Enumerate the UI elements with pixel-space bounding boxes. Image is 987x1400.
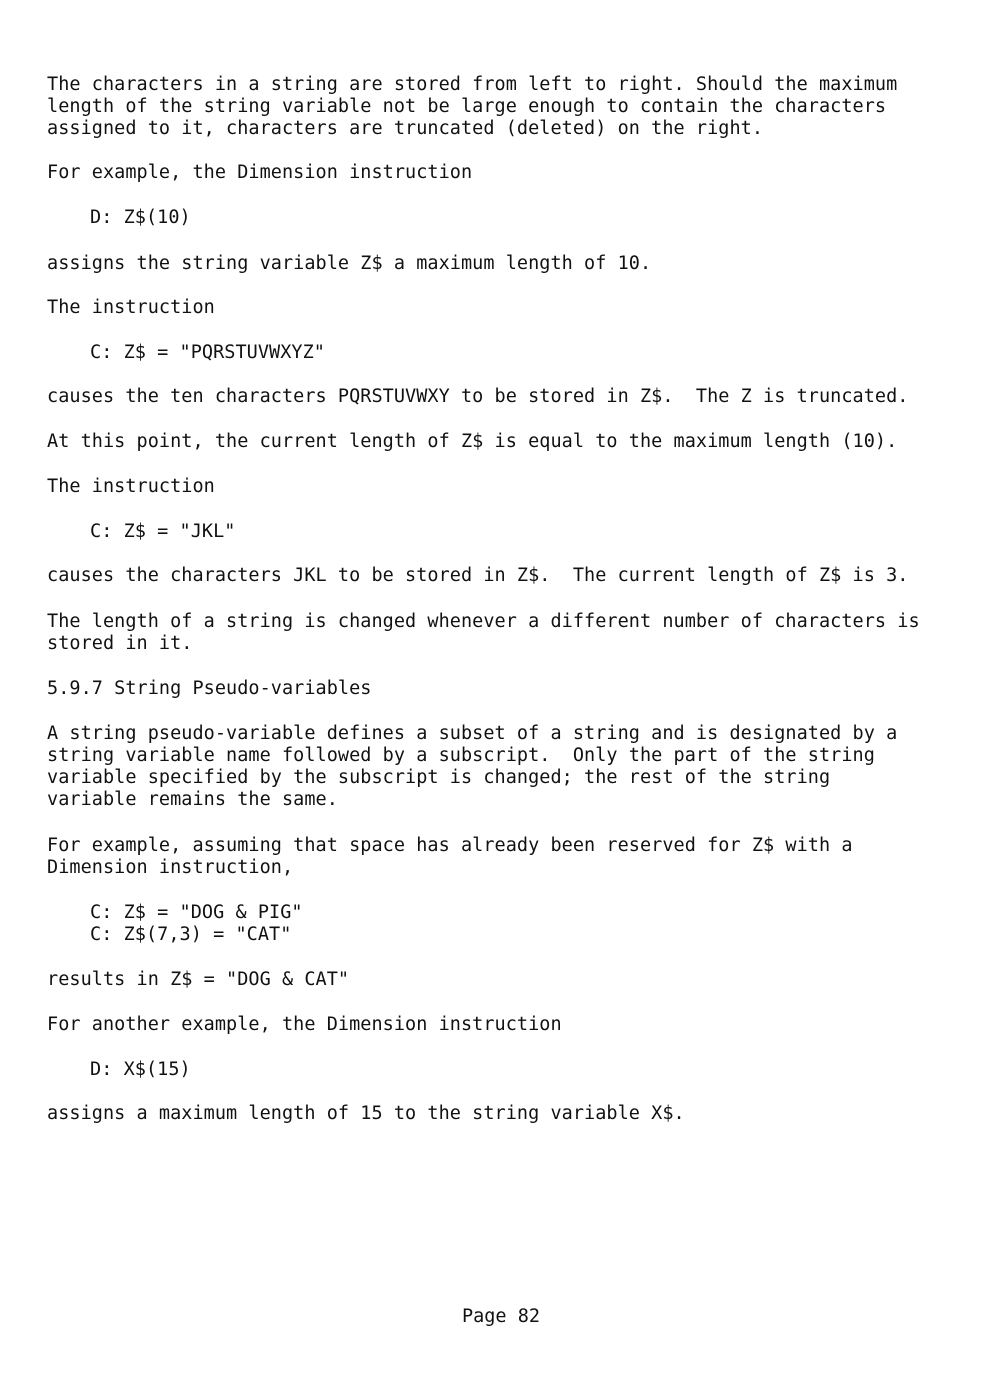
code-line: D: Z$(10) <box>90 207 191 228</box>
paragraph-line: assigns the string variable Z$ a maximum length of 10. <box>47 253 652 274</box>
code-line: C: Z$ = "JKL" <box>90 521 236 542</box>
code-line: D: X$(15) <box>90 1059 191 1080</box>
paragraph-line: causes the characters JKL to be stored in Z$. The current length of Z$ is 3. <box>47 565 909 586</box>
code-line: C: Z$ = "DOG & PIG" <box>90 902 303 923</box>
paragraph-line: The characters in a string are stored from left to right. Should the maximum <box>47 74 898 95</box>
paragraph-line: A string pseudo-variable defines a subset of a string and is designated by a <box>47 723 898 744</box>
section-heading: 5.9.7 String Pseudo-variables <box>47 678 372 699</box>
paragraph-line: Dimension instruction, <box>47 857 294 878</box>
paragraph-line: The instruction <box>47 476 215 497</box>
paragraph-line: For example, the Dimension instruction <box>47 162 473 183</box>
paragraph-line: string variable name followed by a subscript. Only the part of the string <box>47 745 875 766</box>
paragraph-line: For example, assuming that space has already been reserved for Z$ with a <box>47 835 853 856</box>
paragraph-line: assigns a maximum length of 15 to the string variable X$. <box>47 1103 685 1124</box>
paragraph-line: results in Z$ = "DOG & CAT" <box>47 969 350 990</box>
paragraph-line: length of the string variable not be large enough to contain the characters <box>47 96 887 117</box>
paragraph-line: For another example, the Dimension instruction <box>47 1014 562 1035</box>
paragraph-line: stored in it. <box>47 633 193 654</box>
paragraph-line: variable remains the same. <box>47 789 338 810</box>
paragraph-line: The instruction <box>47 297 215 318</box>
paragraph-line: The length of a string is changed whenever a different number of characters is <box>47 611 920 632</box>
paragraph-line: assigned to it, characters are truncated (deleted) on the right. <box>47 118 764 139</box>
paragraph-line: causes the ten characters PQRSTUVWXY to be stored in Z$. The Z is truncated. <box>47 386 909 407</box>
code-line: C: Z$ = "PQRSTUVWXYZ" <box>90 342 325 363</box>
paragraph-line: At this point, the current length of Z$ is equal to the maximum length (10). <box>47 431 898 452</box>
code-line: C: Z$(7,3) = "CAT" <box>90 924 292 945</box>
paragraph-line: variable specified by the subscript is changed; the rest of the string <box>47 767 831 788</box>
page-number: Page 82 <box>462 1306 540 1327</box>
